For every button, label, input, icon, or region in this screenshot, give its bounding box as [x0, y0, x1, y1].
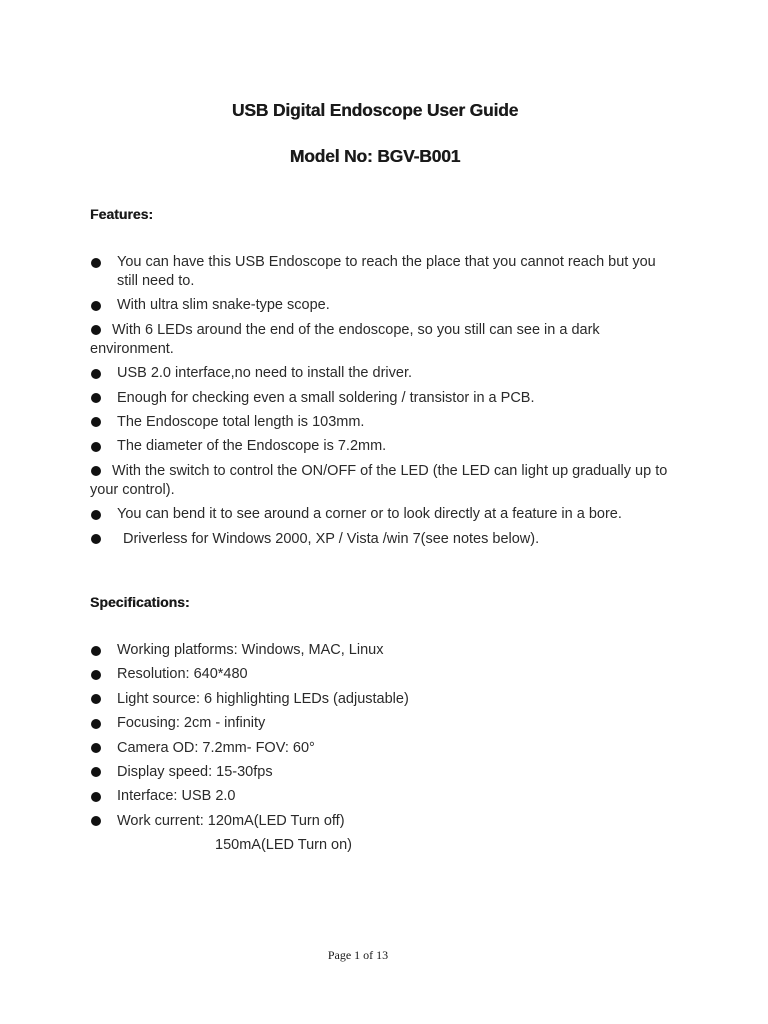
spec-text: Focusing: 2cm - infinity	[117, 715, 266, 732]
list-item	[90, 505, 670, 524]
bullet-dot-icon	[91, 646, 101, 656]
specifications-list	[90, 641, 670, 836]
bullet-dot-icon	[91, 301, 101, 311]
feature-text: With 6 LEDs around the end of the endoscope, so you still can see in a dark environment.	[90, 321, 600, 357]
list-item	[90, 530, 670, 549]
feature-text: You can bend it to see around a corner or to look directly at a feature in a bore.	[117, 506, 622, 523]
spec-text: Interface: USB 2.0	[117, 788, 236, 805]
feature-text: The diameter of the Endoscope is 7.2mm.	[117, 438, 387, 455]
spec-text: Light source: 6 highlighting LEDs (adjustable)	[117, 690, 409, 707]
document-title: USB Digital Endoscope User Guide	[231, 100, 519, 120]
feature-text: USB 2.0 interface,no need to install the driver.	[117, 365, 413, 382]
features-list	[90, 253, 670, 554]
feature-text: The Endoscope total length is 103mm.	[117, 413, 365, 430]
list-item	[90, 714, 670, 733]
list-item	[90, 739, 670, 758]
list-item	[90, 364, 670, 383]
bullet-dot-icon	[91, 792, 101, 802]
list-item	[90, 690, 670, 709]
bullet-dot-icon	[91, 743, 101, 753]
list-item	[90, 787, 670, 806]
spec-text: Work current: 120mA(LED Turn off)	[117, 812, 345, 829]
bullet-dot-icon	[91, 393, 101, 403]
feature-text: Enough for checking even a small soldering / transistor in a PCB.	[117, 389, 535, 406]
bullet-dot-icon	[91, 670, 101, 680]
bullet-dot-icon	[91, 719, 101, 729]
list-item	[90, 763, 670, 782]
bullet-dot-icon	[91, 694, 101, 704]
bullet-dot-icon	[91, 258, 101, 268]
list-item	[90, 253, 670, 291]
features-heading: Features:	[90, 206, 154, 222]
bullet-dot-icon	[91, 369, 101, 379]
specifications-heading: Specifications:	[90, 594, 190, 610]
bullet-dot-icon	[91, 510, 101, 520]
spec-text: Display speed: 15-30fps	[117, 763, 273, 780]
list-item	[90, 641, 670, 660]
list-item	[90, 413, 670, 432]
list-item	[90, 462, 670, 500]
list-item	[90, 389, 670, 408]
list-item	[90, 321, 670, 359]
bullet-dot-icon	[91, 325, 101, 335]
list-item	[90, 437, 670, 456]
list-item	[90, 665, 670, 684]
bullet-dot-icon	[91, 816, 101, 826]
page-number: Page 1 of 13	[327, 948, 389, 962]
bullet-dot-icon	[91, 767, 101, 777]
bullet-dot-icon	[91, 442, 101, 452]
feature-text: You can have this USB Endoscope to reach the place that you cannot reach but you still need to.	[117, 254, 656, 289]
list-item	[90, 296, 670, 315]
bullet-dot-icon	[91, 417, 101, 427]
feature-text: With the switch to control the ON/OFF of the LED (the LED can light up gradually up to your control).	[90, 462, 668, 498]
bullet-dot-icon	[91, 466, 101, 476]
feature-text: Driverless for Windows 2000, XP / Vista /win 7(see notes below).	[123, 530, 540, 547]
feature-text: With ultra slim snake-type scope.	[117, 297, 330, 314]
model-number: Model No: BGV-B001	[289, 146, 461, 166]
list-item	[90, 812, 670, 831]
bullet-dot-icon	[91, 534, 101, 544]
spec-text: Camera OD: 7.2mm- FOV: 60°	[117, 739, 315, 756]
spec-text: Resolution: 640*480	[117, 666, 248, 683]
spec-text: Working platforms: Windows, MAC, Linux	[117, 642, 384, 658]
work-current-continuation: 150mA(LED Turn on)	[215, 837, 353, 853]
